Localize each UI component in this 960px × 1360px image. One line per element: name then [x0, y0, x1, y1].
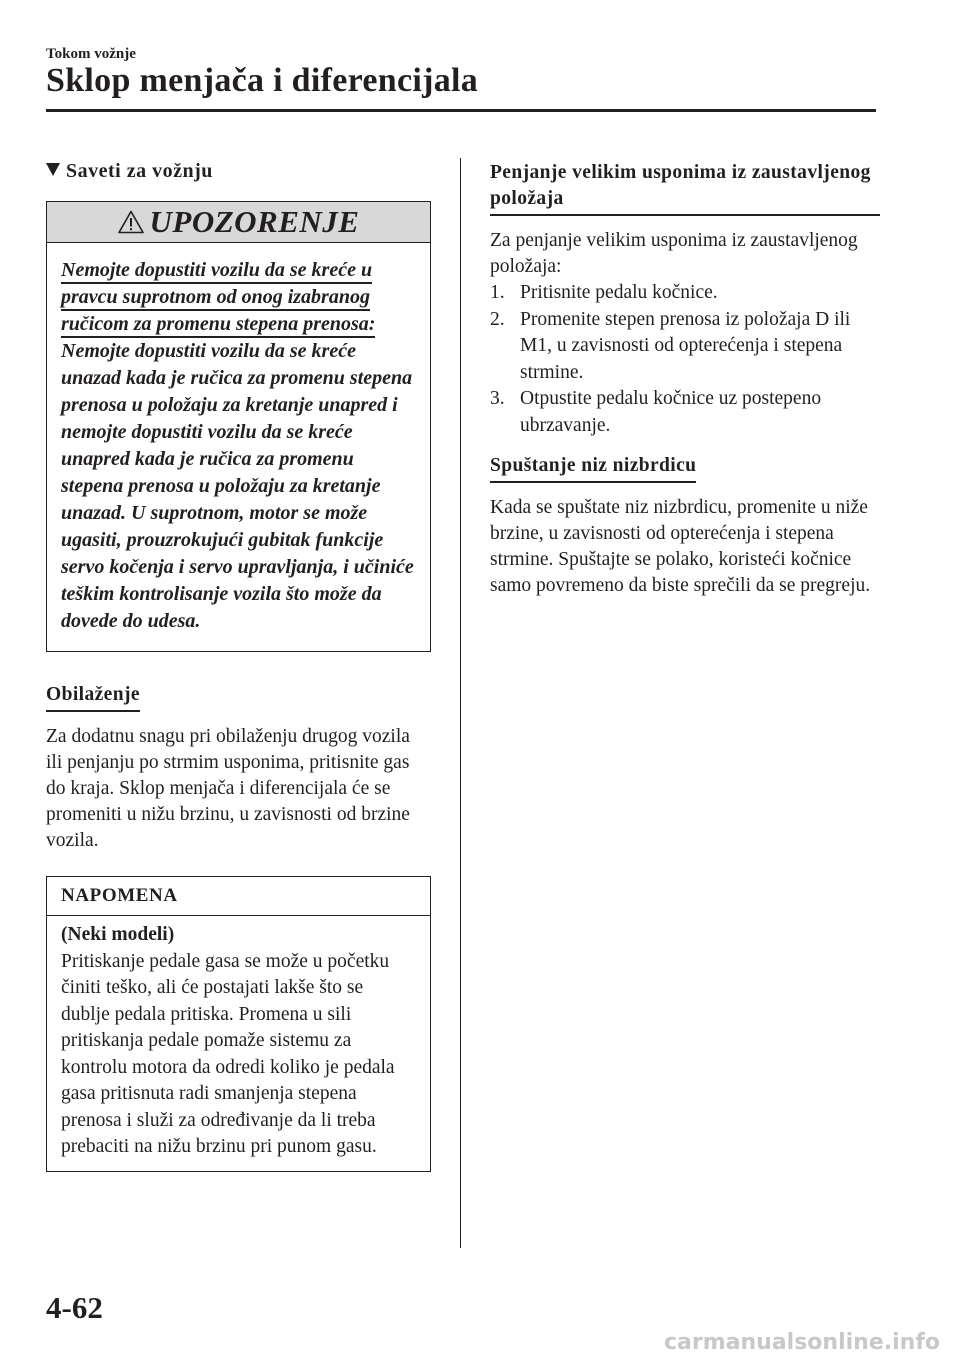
note-box [46, 876, 431, 1172]
note-title: NAPOMENA [47, 877, 430, 916]
passing-heading: Obilaženje [46, 682, 140, 712]
warning-body [47, 243, 430, 651]
note-body [47, 916, 430, 1171]
warning-triangle-icon [118, 210, 144, 234]
watermark: carmanualsonline.info [664, 1330, 940, 1355]
warning-title: UPOZORENJE [149, 204, 360, 239]
list-item [490, 386, 880, 439]
header-divider [46, 109, 876, 112]
list-item [490, 307, 880, 387]
driving-tips-subhead [46, 160, 431, 183]
step-text: Pritisnite pedalu kočnice. [520, 282, 718, 303]
warning-header [47, 202, 430, 243]
step-number: 2. [490, 308, 505, 330]
list-item [490, 280, 880, 307]
right-column [490, 160, 880, 615]
step-text: Otpustite pedalu kočnice uz postepeno ubrzavanje. [520, 388, 822, 436]
driving-tips-title: Saveti za vožnju [66, 160, 213, 182]
left-column [46, 160, 431, 1172]
section-label: Tokom vožnje [46, 46, 136, 62]
climb-intro: Za penjanje velikim usponima iz zaustavljenog položaja: [490, 230, 858, 277]
triangle-bullet-icon [46, 163, 60, 176]
warning-emphasis: Nemojte dopustiti vozilu da se kreće u pravcu suprotnom od onog izabranog ručicom za promenu stepena prenosa: [61, 259, 375, 338]
note-text: Pritiskanje pedale gasa se može u početku činiti teško, ali će postajati lakše što se dublje pedala pritiska. Promena u sili pritiskanja pedale pomaže sistemu za kontrolu motora da odredi koliko je pedala gasa pritisnuta radi smanjenja stepena prenosa i služi za određivanje da li treba prebaciti na nižu brzinu pri punom gasu. [61, 950, 395, 1157]
warning-text: Nemojte dopustiti vozilu da se kreće unazad kada je ručica za promenu stepena prenosa u položaju za kretanje unapred i nemojte dopustiti vozilu da se kreće unapred kada je ručica za promenu stepena prenosa u položaju za kretanje unazad. U suprotnom, motor se može ugasiti, prouzrokujući gubitak funkcije servo kočenja i servo upravljanja, i učiniće teškim kontrolisanje vozila što može da dovede do udesa. [61, 340, 414, 632]
climb-heading: Penjanje velikim usponima iz zaustavljenog položaja [490, 160, 880, 216]
step-text: Promenite stepen prenosa iz položaja D ili M1, u zavisnosti od opterećenja i stepena strmine. [520, 308, 851, 383]
step-number: 1. [490, 282, 505, 303]
descent-heading: Spuštanje niz nizbrdicu [490, 453, 696, 483]
descent-text: Kada se spuštate niz nizbrdicu, promenite u niže brzine, u zavisnosti od opterećenja i stepena strmine. Spuštajte se polako, koristeći kočnice samo povremeno da biste sprečili da se pregreju. [490, 497, 871, 596]
climb-steps [490, 280, 880, 439]
page-number: 4-62 [46, 1290, 103, 1325]
step-number: 3. [490, 388, 505, 409]
page-title: Sklop menjača i diferencijala [46, 62, 479, 99]
passing-text: Za dodatnu snagu pri obilaženju drugog vozila ili penjanju po strmim usponima, pritisnite gas do kraja. Sklop menjača i diferencijala će se promeniti u nižu brzinu, u zavisnosti od brzine vozila. [46, 726, 410, 851]
column-divider [460, 158, 461, 1248]
warning-box [46, 201, 431, 652]
note-subtitle: (Neki modeli) [61, 924, 175, 945]
